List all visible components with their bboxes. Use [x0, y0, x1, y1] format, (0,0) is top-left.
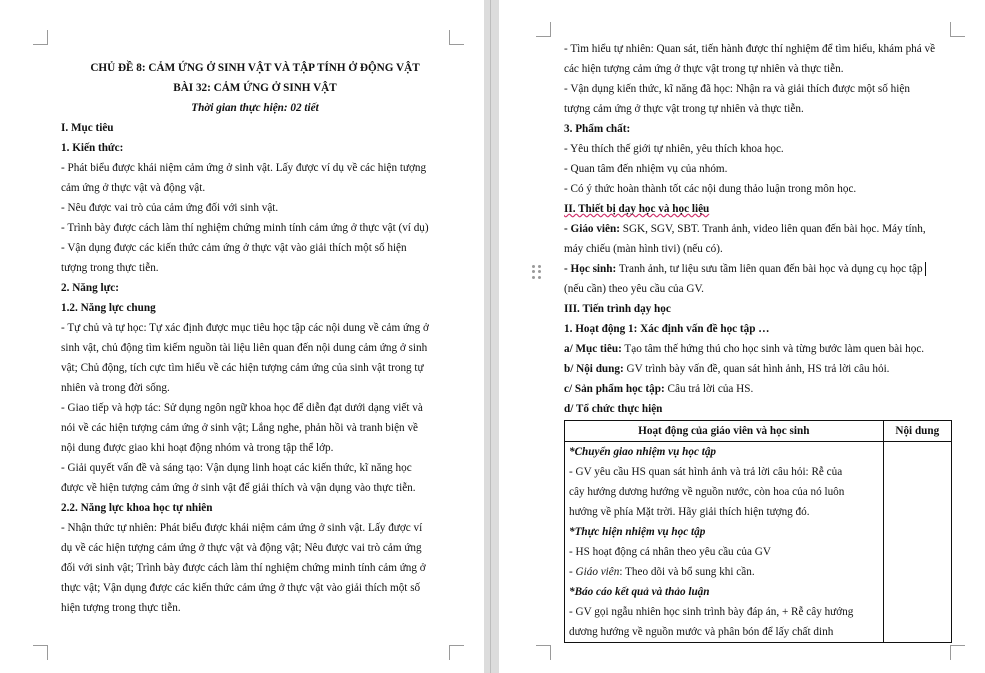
text-line: tượng trong thực tiễn. — [61, 262, 159, 274]
step-heading: *Chuyển giao nhiệm vụ học tập — [569, 446, 717, 458]
table-cell-content[interactable] — [883, 442, 951, 643]
table-text-line: hướng về phía Mặt trời. Hãy giải thích hiện tượng đó. — [569, 506, 810, 518]
text-line: được về hiện tượng cảm ứng ở sinh vật để giải thích và vận dụng vào thực tiễn. — [61, 482, 416, 494]
content-label: b/ Nội dung: — [564, 363, 624, 375]
section-heading-equipment-text: II. Thiết bị dạy học và học liệu — [564, 203, 710, 215]
crop-mark-bottom-left — [536, 645, 551, 660]
table-text-line: dương hướng về nguồn mước và phân bón để lấy chất dinh — [569, 626, 834, 638]
text-line: thực vật; Vận dụng được các kiến thức cảm ứng ở thực vật vào giải thích một số — [61, 582, 421, 594]
text-line: - Có ý thức hoàn thành tốt các nội dung thảo luận trong môn học. — [564, 183, 857, 195]
objective-text: Tạo tâm thế hứng thú cho học sinh và từng bước làm quen bài học. — [621, 343, 925, 355]
teacher-role-label: Giáo viên — [575, 566, 620, 578]
text-line: - Tự chủ và tự học: Tự xác định được mục tiêu học tập các nội dung về cảm ứng ở — [61, 322, 429, 334]
text-line: nội dung được giao khi hoạt động nhóm và trong tập thể lớp. — [61, 442, 334, 454]
heading-line: 3. Phẩm chất: — [564, 123, 631, 135]
lesson-duration: Thời gian thực hiện: 02 tiết — [191, 102, 319, 114]
product-line — [564, 379, 952, 399]
text-line: tượng cảm ứng ở thực vật trong tự nhiên và thực tiễn. — [564, 103, 804, 115]
heading-line: 1.2. Năng lực chung — [61, 302, 156, 314]
page-separator — [490, 0, 491, 673]
text-line: sinh vật, chủ động tìm kiếm nguồn tài liệu liên quan đến nội dung cảm ứng ở sinh — [61, 342, 428, 354]
table-text-line: - GV yêu cầu HS quan sát hình ảnh và trả lời câu hỏi: Rễ của — [569, 466, 843, 478]
organization-heading: d/ Tổ chức thực hiện — [564, 403, 663, 415]
content-line — [564, 359, 952, 379]
crop-mark-top-right — [950, 22, 965, 37]
text-line: - Giao tiếp và hợp tác: Sử dụng ngôn ngữ khoa học để diễn đạt dưới dạng viết và — [61, 402, 423, 414]
page-gap — [484, 0, 499, 673]
teacher-materials-cont: máy chiếu (màn hình tivi) (nếu có). — [564, 243, 723, 255]
text-line: - Phát biểu được khái niệm cảm ứng ở sinh vật. Lấy được ví dụ về các hiện tượng — [61, 162, 427, 174]
table-row — [565, 442, 952, 643]
table-cell-activities[interactable] — [565, 442, 884, 643]
text-line: cảm ứng ở thực vật và động vật. — [61, 182, 206, 194]
crop-mark-bottom-right — [950, 645, 965, 660]
text-line: - Trình bày được cách làm thí nghiệm chứng minh tính cảm ứng ở thực vật (ví dụ) — [61, 222, 429, 234]
heading-line: 2.2. Năng lực khoa học tự nhiên — [61, 502, 213, 514]
drag-handle-icon[interactable] — [532, 264, 542, 279]
text-line: - Tìm hiểu tự nhiên: Quan sát, tiến hành được thí nghiệm để tìm hiểu, khám phá về — [564, 43, 936, 55]
section-heading-equipment — [564, 199, 952, 219]
content-text: GV trình bày vấn đề, quan sát hình ảnh, HS trả lời câu hỏi. — [623, 363, 890, 375]
text-line: nói về các hiện tượng cảm ứng ở sinh vật; Lắng nghe, phản hồi và tranh biện về — [61, 422, 419, 434]
crop-mark-top-left — [536, 22, 551, 37]
activity-table[interactable] — [564, 420, 952, 643]
text-line: - Vận dụng kiến thức, kĩ năng đã học: Nhận ra và giải thích được một số hiện — [564, 83, 910, 95]
heading-line: I. Mục tiêu — [61, 122, 114, 134]
table-header-row — [565, 421, 952, 442]
table-header-content: Nội dung — [883, 421, 951, 442]
student-label: - Học sinh: — [564, 263, 617, 275]
product-label: c/ Sản phẩm học tập: — [564, 383, 665, 395]
right-paragraphs — [564, 39, 952, 199]
student-text: Tranh ảnh, tư liệu sưu tầm liên quan đến bài học và dụng cụ học tập — [616, 263, 923, 275]
text-line: hiện tượng trong thực tiễn. — [61, 602, 181, 614]
objective-label: a/ Mục tiêu: — [564, 343, 622, 355]
document-page-left — [0, 0, 484, 673]
product-text: Câu trả lời của HS. — [664, 383, 754, 395]
teacher-materials — [564, 219, 952, 239]
text-line: - Quan tâm đến nhiệm vụ của nhóm. — [564, 163, 728, 175]
crop-mark-top-left — [33, 30, 48, 45]
heading-line: 2. Năng lực: — [61, 282, 119, 294]
text-line: dụ về các hiện tượng cảm ứng ở thực vật và động vật; Nêu được vai trò cảm ứng — [61, 542, 422, 554]
text-line: nhiên và trong đời sống. — [61, 382, 170, 394]
text-line: đối với sinh vật; Trình bày được cách làm thí nghiệm chứng minh tính cảm ứng ở — [61, 562, 426, 574]
teacher-text: SGK, SGV, SBT. Tranh ảnh, video liên quan đến bài học. Máy tính, — [619, 223, 926, 235]
step-heading: *Thực hiện nhiệm vụ học tập — [569, 526, 706, 538]
left-page-body[interactable] — [61, 58, 449, 618]
table-text-line: cây hướng dương hướng về nguồn nước, còn hoa của nó luôn — [569, 486, 845, 498]
text-line: - Vận dụng được các kiến thức cảm ứng ở thực vật vào giải thích một số hiện — [61, 242, 407, 254]
crop-mark-bottom-left — [33, 645, 48, 660]
right-page-body[interactable] — [564, 39, 952, 643]
student-materials — [564, 259, 952, 279]
objective-line — [564, 339, 952, 359]
text-line: - Nêu được vai trò của cảm ứng đối với sinh vật. — [61, 202, 279, 214]
table-header-activities: Hoạt động của giáo viên và học sinh — [565, 421, 884, 442]
text-line: vật; Chủ động, tích cực tìm hiểu về các hiện tượng cảm ứng của sinh vật trong tự — [61, 362, 424, 374]
text-line: - Yêu thích thế giới tự nhiên, yêu thích khoa học. — [564, 143, 784, 155]
left-paragraphs — [61, 118, 449, 618]
text-cursor — [925, 262, 926, 276]
text-line: - Nhận thức tự nhiên: Phát biểu được khái niệm cảm ứng ở sinh vật. Lấy được ví — [61, 522, 423, 534]
table-text-line: - GV gọi ngẫu nhiên học sinh trình bày đáp án, + Rễ cây hướng — [569, 606, 854, 618]
crop-mark-top-right — [449, 30, 464, 45]
step-heading: *Báo cáo kết quả và thảo luận — [569, 586, 710, 598]
lesson-title: BÀI 32: CẢM ỨNG Ở SINH VẬT — [173, 82, 337, 94]
text-line: các hiện tượng cảm ứng ở thực vật trong tự nhiên và thực tiễn. — [564, 63, 844, 75]
activity-heading: 1. Hoạt động 1: Xác định vấn đề học tập … — [564, 323, 770, 335]
teacher-label: - Giáo viên: — [564, 223, 620, 235]
crop-mark-bottom-right — [449, 645, 464, 660]
section-heading-process: III. Tiến trình dạy học — [564, 303, 671, 315]
chapter-title: CHỦ ĐỀ 8: CẢM ỨNG Ở SINH VẬT VÀ TẬP TÍNH Ở ĐỘNG VẬT — [90, 62, 420, 74]
table-text-line: - Giáo viên: Theo dõi và bổ sung khi cần. — [569, 566, 755, 578]
document-page-right — [499, 0, 985, 673]
student-materials-cont: (nếu cần) theo yêu cầu của GV. — [564, 283, 704, 295]
table-text-line: - HS hoạt động cá nhân theo yêu cầu của GV — [569, 546, 771, 558]
text-line: - Giải quyết vấn đề và sáng tạo: Vận dụng linh hoạt các kiến thức, kĩ năng học — [61, 462, 412, 474]
heading-line: 1. Kiến thức: — [61, 142, 124, 154]
